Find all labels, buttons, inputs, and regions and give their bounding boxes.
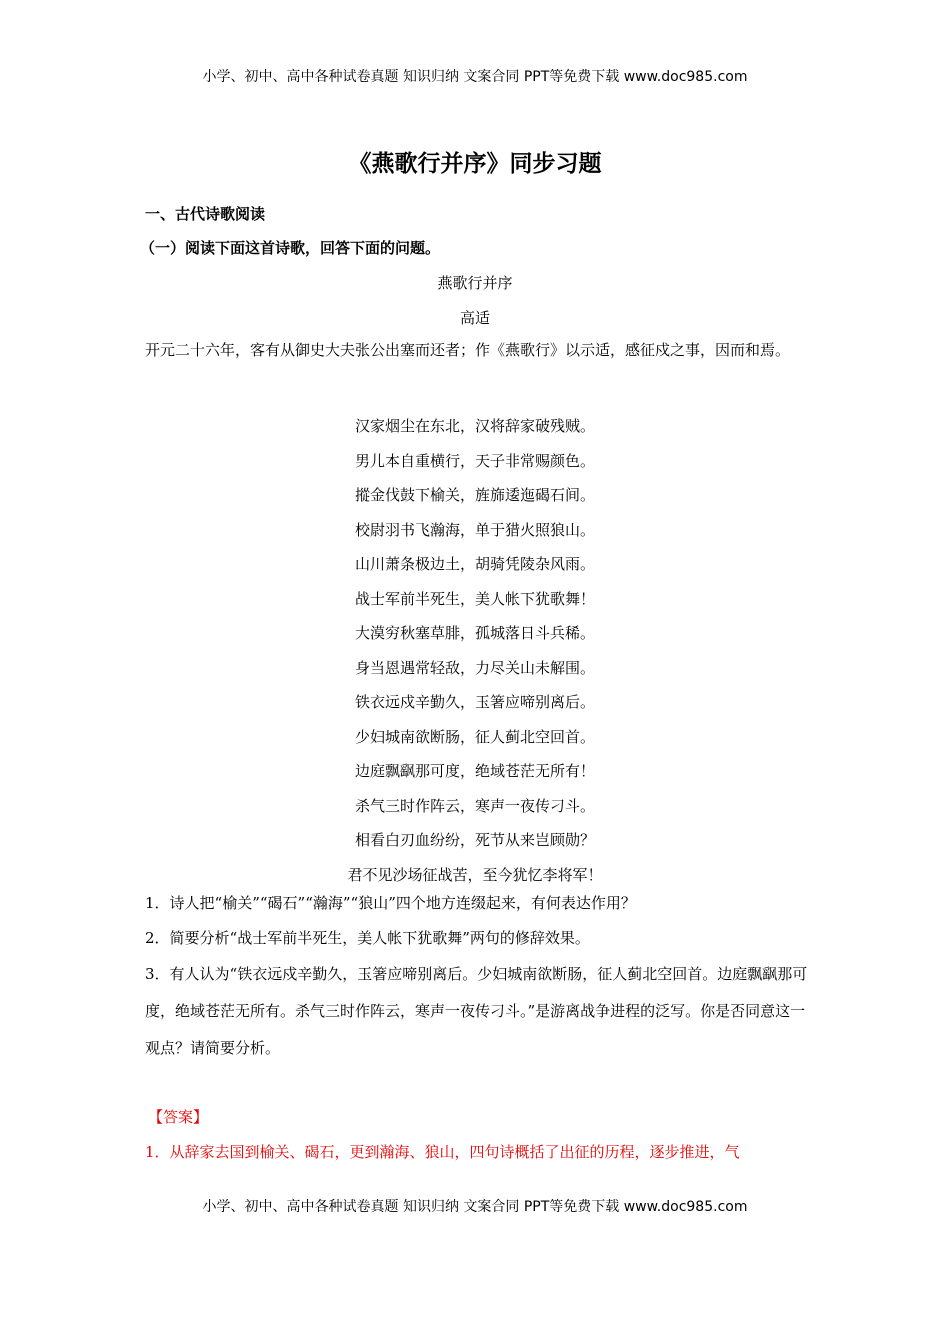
poem-title: 燕歌行并序 (437, 274, 513, 292)
poem-line: 汉家烟尘在东北，汉将辞家破残贼。 (354, 417, 595, 435)
answer-label: 【答案】 (148, 1108, 209, 1126)
subsection-heading: （一）阅读下面这首诗歌，回答下面的问题。 (140, 239, 441, 257)
poem-line: 边庭飘飖那可度，绝域苍茫无所有！ (354, 762, 595, 780)
poem-line: 校尉羽书飞瀚海，单于猎火照狼山。 (354, 520, 595, 539)
poem-author: 高适 (459, 309, 490, 327)
question-2: 2．简要分析“战士军前半死生，美人帐下犹歌舞”两句的修辞效果。 (145, 929, 590, 947)
poem-line: 君不见沙场征战苦，至今犹忆李将军！ (347, 865, 603, 884)
poem-line: 少妇城南欲断肠，征人蓟北空回首。 (354, 727, 595, 746)
question-3: 3．有人认为“铁衣远戍辛勤久，玉箸应啼别离后。少妇城南欲断肠，征人蓟北空回首。边庭飘飖那可度，绝域苍茫无所有。杀气三时作阵云，寒声一夜传刁斗。”是游离战争进程的泛写。你是否同意这一观点？请简要分析。 (145, 965, 808, 1057)
poem-preface: 开元二十六年，客有从御史大夫张公出塞而还者；作《燕歌行》以示适，感征戍之事，因而和焉。 (145, 341, 791, 359)
section-heading: 一、古代诗歌阅读 (145, 205, 266, 223)
page-title: 《燕歌行并序》同步习题 (348, 150, 602, 177)
poem-line: 山川萧条极边土，胡骑凭陵杂风雨。 (354, 555, 595, 573)
poem-line: 战士军前半死生，美人帐下犹歌舞！ (354, 589, 595, 608)
question-1: 1．诗人把“榆关”“碣石”“瀚海”“狼山”四个地方连缀起来，有何表达作用？ (145, 894, 636, 912)
poem-body (0, 409, 950, 892)
poem-line: 身当恩遇常轻敌，力尽关山未解围。 (354, 658, 595, 677)
poem-line: 相看白刃血纷纷，死节从来岂顾勋？ (354, 831, 595, 849)
poem-line: 大漠穷秋塞草腓，孤城落日斗兵稀。 (354, 624, 595, 642)
poem-line: 摐金伐鼓下榆关，旌旆逶迤碣石间。 (354, 486, 595, 504)
answer-1: 1．从辞家去国到榆关、碣石，更到瀚海、狼山，四句诗概括了出征的历程，逐步推进，气 (145, 1143, 740, 1161)
poem-line: 铁衣远戍辛勤久，玉箸应啼别离后。 (354, 693, 595, 711)
poem-line: 杀气三时作阵云，寒声一夜传刁斗。 (354, 796, 595, 815)
page-header: 小学、初中、高中各种试卷真题 知识归纳 文案合同 PPT等免费下载 www.doc985.com (202, 69, 748, 85)
poem-line: 男儿本自重横行，天子非常赐颜色。 (354, 451, 595, 470)
page-footer: 小学、初中、高中各种试卷真题 知识归纳 文案合同 PPT等免费下载 www.doc985.com (202, 1199, 748, 1215)
